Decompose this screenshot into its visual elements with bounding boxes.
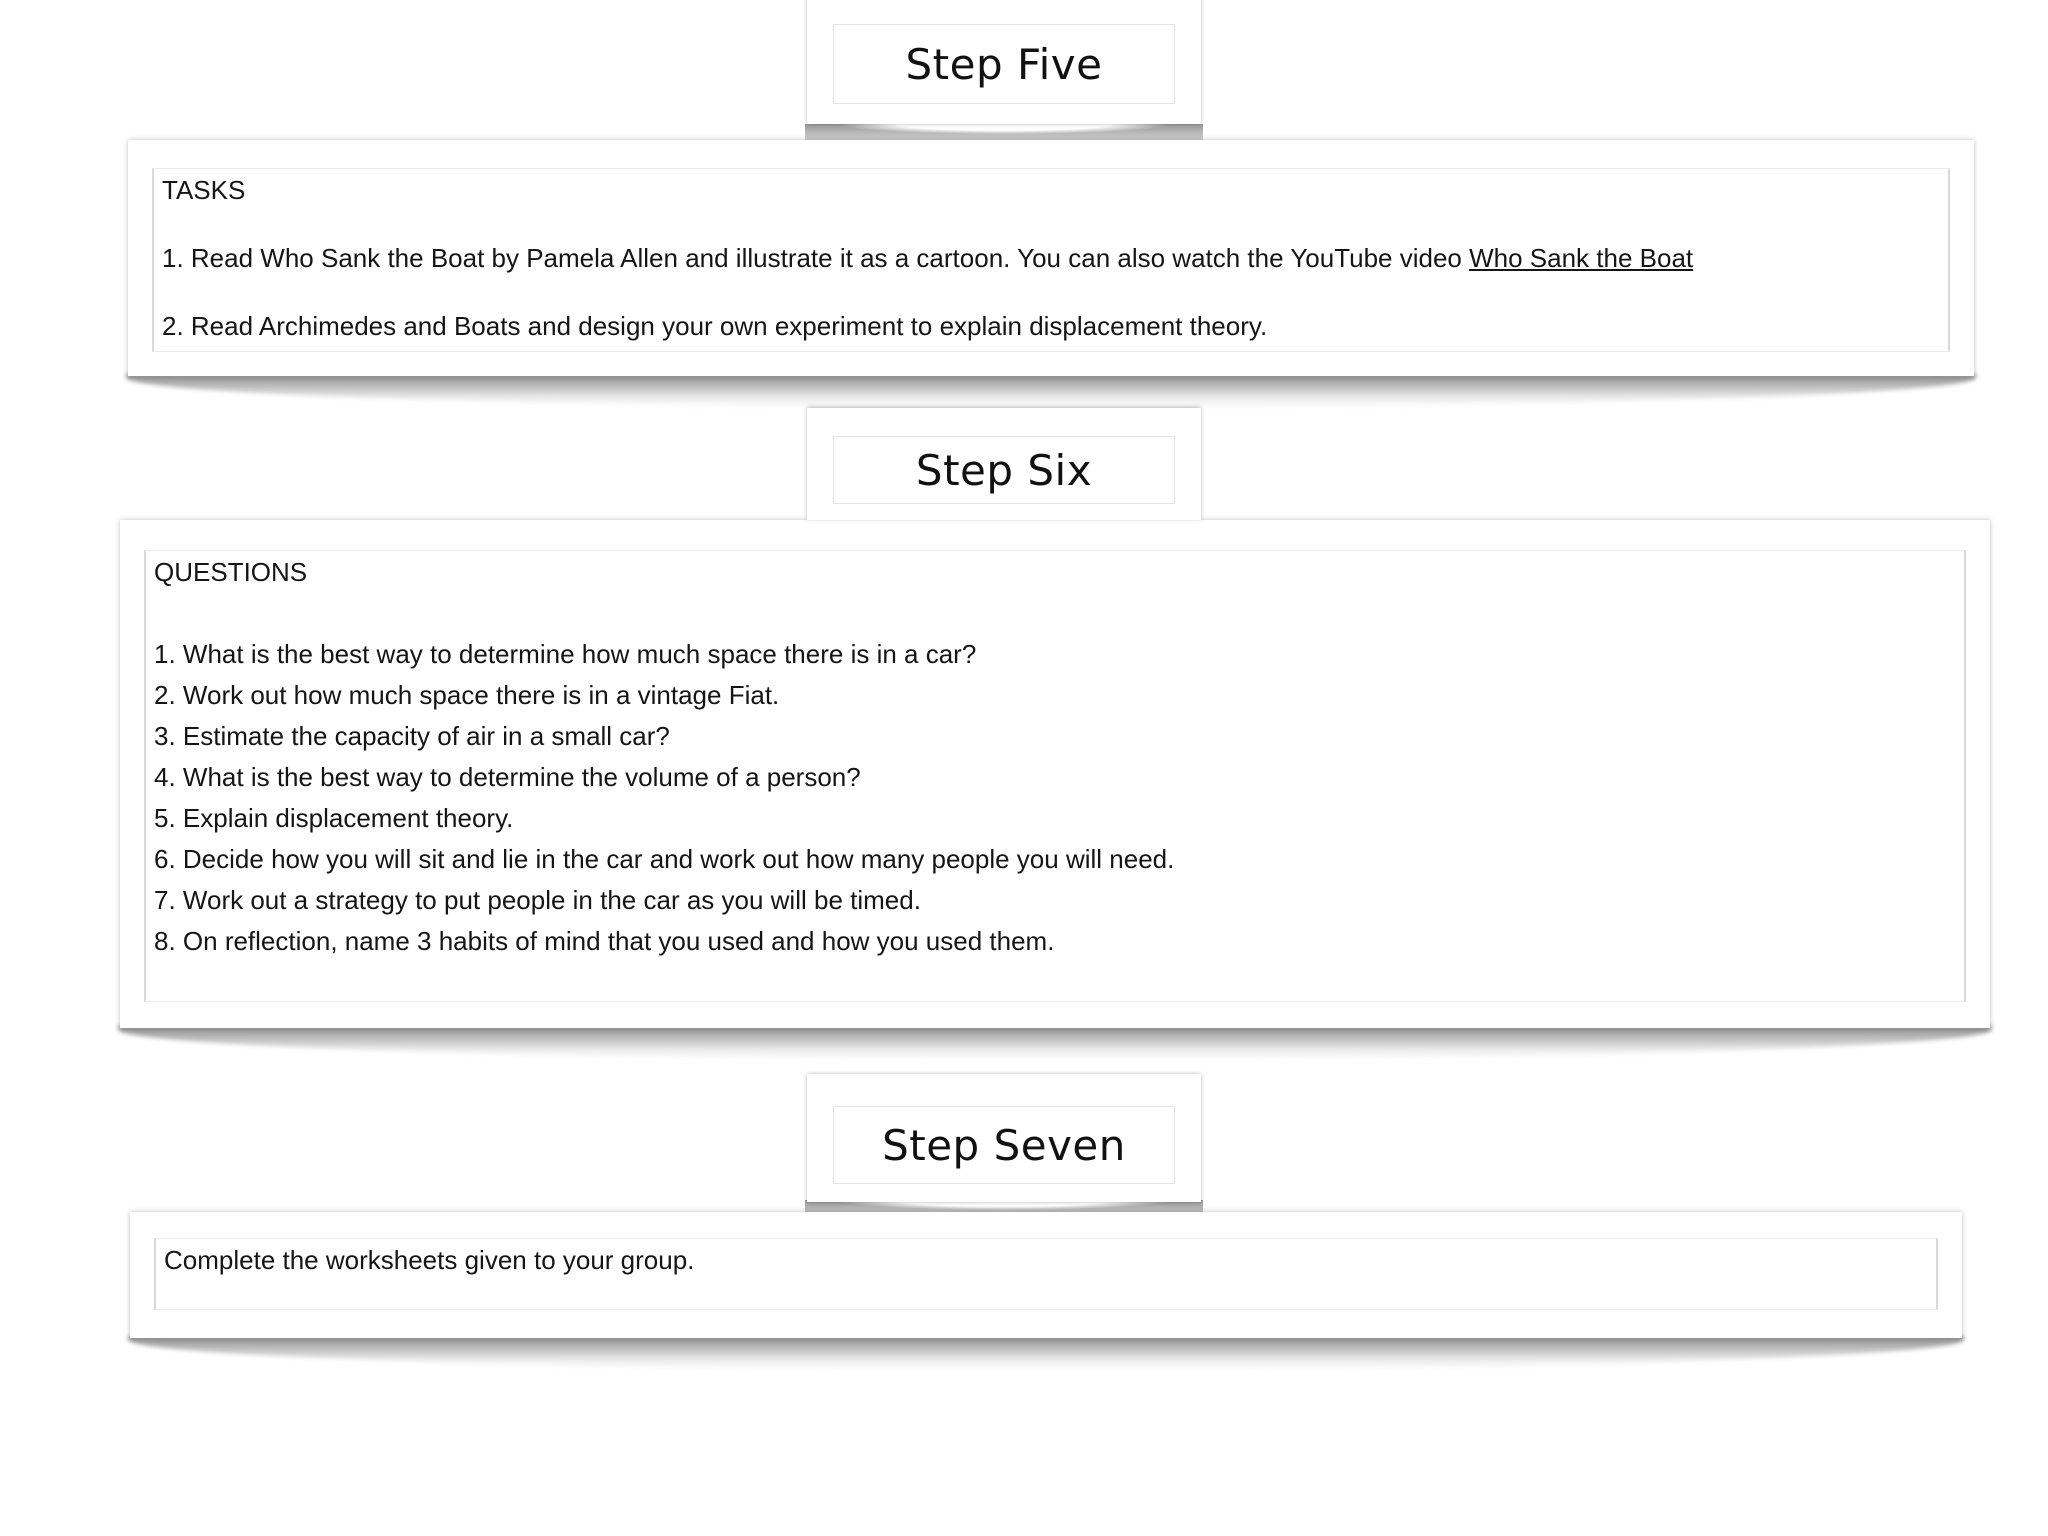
- question-4: 4. What is the best way to determine the volume of a person?: [154, 762, 861, 792]
- step-seven-panel-shadow: [128, 1336, 1964, 1370]
- task-2: 2. Read Archimedes and Boats and design your own experiment to explain displacement theory.: [162, 311, 1268, 341]
- task-1-text: 1. Read Who Sank the Boat by Pamela Allen and illustrate it as a cartoon. You can also watch the YouTube video: [162, 243, 1470, 273]
- question-6: 6. Decide how you will sit and lie in the car and work out how many people you will need.: [154, 844, 1175, 874]
- step-seven-tab: [807, 1074, 1201, 1202]
- questions-heading: QUESTIONS: [154, 557, 308, 587]
- step-six-tab: [807, 408, 1201, 520]
- step-six-panel-shadow: [118, 1026, 1992, 1060]
- step-six-title: Step Six: [915, 445, 1093, 495]
- step-seven-title: Step Seven: [882, 1120, 1126, 1170]
- step-five-title: Step Five: [905, 39, 1103, 89]
- step-seven-text: Complete the worksheets given to your group.: [164, 1245, 695, 1275]
- step-six-tab-frame: [833, 436, 1175, 504]
- question-3: 3. Estimate the capacity of air in a small car?: [154, 721, 670, 751]
- question-2: 2. Work out how much space there is in a vintage Fiat.: [154, 680, 780, 710]
- step-seven-tab-frame: [833, 1106, 1175, 1184]
- step-five-tab-frame: [833, 24, 1175, 104]
- question-1: 1. What is the best way to determine how much space there is in a car?: [154, 639, 977, 669]
- who-sank-the-boat-link[interactable]: Who Sank the Boat: [1469, 243, 1694, 273]
- step-five-tab: [807, 0, 1201, 124]
- questions-list: [154, 634, 1174, 962]
- task-1: [162, 238, 1693, 279]
- question-7: 7. Work out a strategy to put people in the car as you will be timed.: [154, 885, 921, 915]
- question-5: 5. Explain displacement theory.: [154, 803, 514, 833]
- step-five-panel-shadow: [126, 374, 1976, 408]
- tasks-heading-text: TASKS: [162, 175, 246, 205]
- question-8: 8. On reflection, name 3 habits of mind that you used and how you used them.: [154, 926, 1055, 956]
